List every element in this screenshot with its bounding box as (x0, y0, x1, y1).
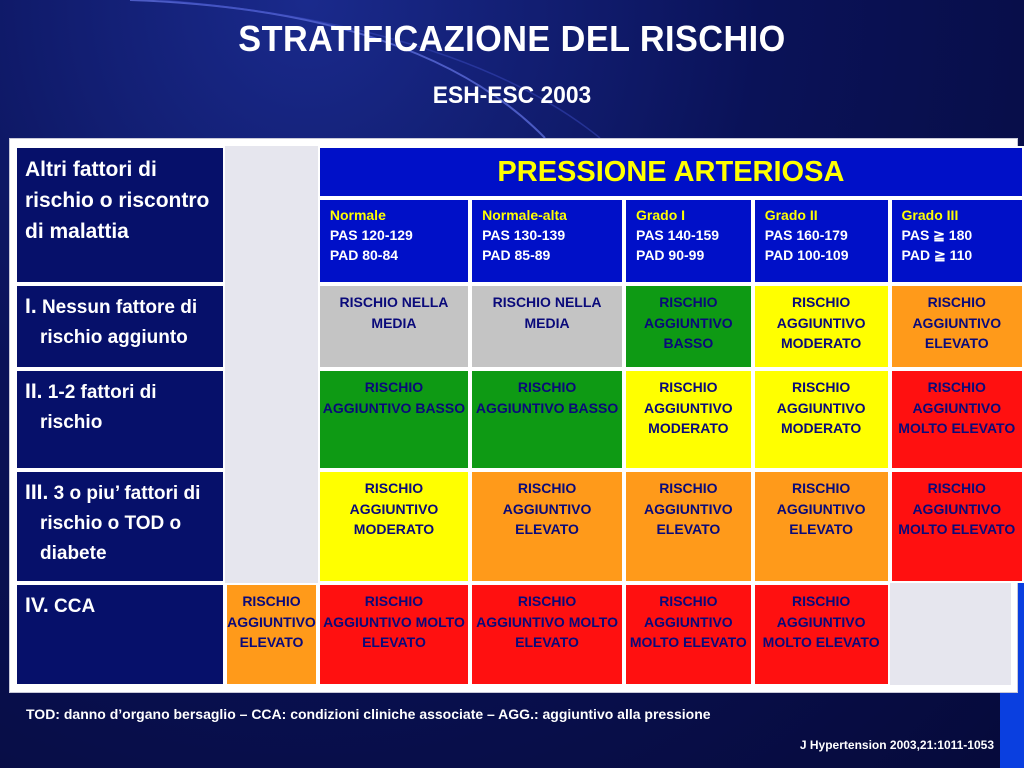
corner-header-cell (15, 146, 225, 284)
risk-cell: RISCHIO AGGIUNTIVO ELEVATO (624, 470, 753, 583)
row-header-3 (15, 470, 225, 583)
grade-header-cell (470, 198, 624, 284)
risk-cell: RISCHIO AGGIUNTIVO ELEVATO (225, 583, 318, 686)
grade-pas: PAS ≧ 180 (901, 227, 973, 243)
risk-cell: RISCHIO AGGIUNTIVO ELEVATO (753, 470, 890, 583)
grade-name: Grado II (764, 207, 818, 223)
grade-pad: PAD 90-99 (636, 247, 705, 263)
row-roman: III. (25, 481, 49, 504)
risk-cell: RISCHIO AGGIUNTIVO MOLTO ELEVATO (753, 583, 890, 686)
footnote: TOD: danno d’organo bersaglio – CCA: condizioni cliniche associate – AGG.: aggiuntivo alla pressione (26, 706, 711, 722)
risk-row-1 (15, 284, 1024, 369)
risk-cell: RISCHIO AGGIUNTIVO MOLTO ELEVATO (890, 369, 1024, 470)
grade-pas: PAS 130-139 (482, 227, 566, 243)
risk-row-4 (15, 583, 1024, 686)
grade-header-cell (624, 198, 753, 284)
risk-cell: RISCHIO AGGIUNTIVO MODERATO (318, 470, 470, 583)
risk-cell: RISCHIO AGGIUNTIVO BASSO (318, 369, 470, 470)
grade-name: Grado III (901, 207, 959, 223)
grade-name: Normale-alta (482, 207, 567, 223)
grade-header-cell (318, 198, 470, 284)
grade-pas: PAS 160-179 (764, 227, 848, 243)
citation: J Hypertension 2003,21:1011-1053 (799, 738, 994, 752)
row-label-text: Nessun fattore di rischio aggiunto (40, 297, 198, 348)
slide-title: STRATIFICAZIONE DEL RISCHIO (238, 18, 786, 59)
row-header-2 (15, 369, 225, 470)
risk-cell: RISCHIO AGGIUNTIVO MODERATO (753, 369, 890, 470)
grade-pad: PAD ≧ 110 (901, 247, 973, 263)
grade-header-cell (753, 198, 890, 284)
risk-cell: RISCHIO AGGIUNTIVO MODERATO (753, 284, 890, 369)
row-roman: II. (25, 380, 43, 403)
grade-pad: PAD 100-109 (764, 247, 849, 263)
risk-cell: RISCHIO AGGIUNTIVO MODERATO (624, 369, 753, 470)
row-roman: IV. (25, 594, 49, 617)
risk-cell: RISCHIO NELLA MEDIA (318, 284, 470, 369)
risk-cell: RISCHIO AGGIUNTIVO BASSO (624, 284, 753, 369)
grade-header-cell (890, 198, 1024, 284)
grade-name: Grado I (636, 207, 686, 223)
risk-cell: RISCHIO AGGIUNTIVO MOLTO ELEVATO (470, 583, 624, 686)
risk-cell: RISCHIO AGGIUNTIVO BASSO (470, 369, 624, 470)
row-header-4 (15, 583, 225, 686)
risk-cell: RISCHIO AGGIUNTIVO ELEVATO (890, 284, 1024, 369)
row-roman: I. (25, 295, 37, 318)
row-label-text: 1-2 fattori di rischio (40, 382, 157, 433)
risk-stratification-table (15, 146, 1024, 686)
risk-cell: RISCHIO AGGIUNTIVO ELEVATO (470, 470, 624, 583)
corner-header-label: Altri fattori di rischio o riscontro di malattia (25, 158, 210, 243)
column-gap (225, 146, 318, 583)
grade-pad: PAD 85-89 (482, 247, 551, 263)
risk-row-3 (15, 470, 1024, 583)
risk-cell: RISCHIO AGGIUNTIVO MOLTO ELEVATO (624, 583, 753, 686)
risk-row-2 (15, 369, 1024, 470)
row-label-text: CCA (54, 596, 96, 617)
grade-pas: PAS 140-159 (636, 227, 720, 243)
grade-pad: PAD 80-84 (329, 247, 399, 263)
row-header-1 (15, 284, 225, 369)
grade-pas: PAS 120-129 (329, 227, 413, 243)
row-label-text: 3 o piu’ fattori di rischio o TOD o diabete (40, 483, 201, 564)
risk-cell: RISCHIO AGGIUNTIVO MOLTO ELEVATO (318, 583, 470, 686)
risk-cell: RISCHIO NELLA MEDIA (470, 284, 624, 369)
pressure-header: PRESSIONE ARTERIOSA (318, 146, 1024, 198)
slide-subtitle: ESH-ESC 2003 (432, 82, 592, 109)
grade-name: Normale (329, 207, 386, 223)
risk-cell: RISCHIO AGGIUNTIVO MOLTO ELEVATO (890, 470, 1024, 583)
